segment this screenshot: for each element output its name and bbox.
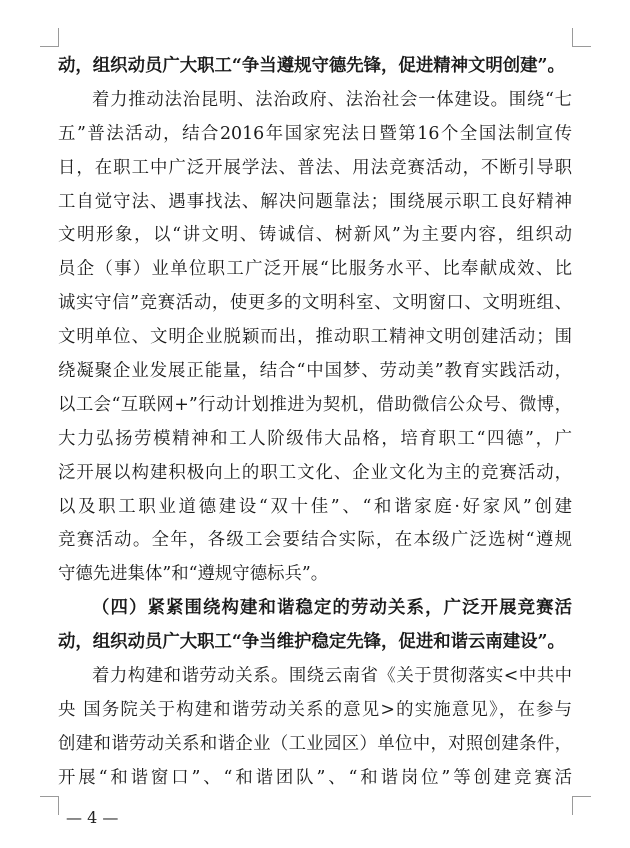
page-number: — 4 — [66,808,119,827]
section-heading-line: 动，组织动员广大职工“争当维护稳定先锋，促进和谐云南建设”。 [58,632,565,653]
text-line: 以工会“互联网+”行动计划推进为契机，借助微信公众号、微博， [58,394,572,415]
text-line: 以及职工职业道德建设“双十佳”、“和谐家庭·好家风”创建 [58,496,572,517]
text-line: 员企（事）业单位职工广泛开展“比服务水平、比奉献成效、比 [58,259,572,280]
paragraph-end-line: 守德先进集体”和“遵规守德标兵”。 [58,564,329,585]
text-line: 泛开展以构建积极向上的职工文化、企业文化为主的竞赛活动， [58,462,572,483]
text-line: 开展“和谐窗口”、“和谐团队”、“和谐岗位”等创建竞赛活 [58,767,572,788]
text-line: 五”普法活动，结合2016年国家宪法日暨第16个全国法制宣传 [58,123,572,144]
crop-mark-bottom-left [40,796,59,815]
crop-mark-top-right [572,28,591,47]
text-line: 创建和谐劳动关系和谐企业（工业园区）单位中，对照创建条件， [58,733,572,754]
body-text [58,50,572,796]
text-line: 大力弘扬劳模精神和工人阶级伟大品格，培育职工“四德”，广 [58,428,572,449]
paragraph-start-line: 着力构建和谐劳动关系。围绕云南省《关于贯彻落实<中共中 [92,666,572,687]
text-line: 文明形象，以“讲文明、铸诚信、树新风”为主要内容，组织动 [58,225,572,246]
text-line: 日，在职工中广泛开展学法、普法、用法竞赛活动，不断引导职 [58,157,572,178]
text-line: 动，组织动员广大职工“争当遵规守德先锋，促进精神文明创建”。 [58,56,565,76]
crop-mark-bottom-right [572,796,591,815]
crop-mark-top-left [40,28,59,47]
paragraph-start-line: 着力推动法治昆明、法治政府、法治社会一体建设。围绕“七 [92,89,572,110]
text-line: 绕凝聚企业发展正能量，结合“中国梦、劳动美”教育实践活动， [58,361,572,382]
text-line: 诚实守信”竞赛活动，使更多的文明科室、文明窗口、文明班组、 [58,293,572,314]
text-line: 竞赛活动。全年，各级工会要结合实际，在本级广泛选树“遵规 [58,530,572,551]
text-line: 工自觉守法、遇事找法、解决问题靠法；围绕展示职工良好精神 [58,191,572,212]
text-line: 文明单位、文明企业脱颖而出，推动职工精神文明创建活动；围 [58,327,572,348]
text-line: 央 国务院关于构建和谐劳动关系的意见>的实施意见》，在参与 [58,699,572,720]
section-heading-line: （四）紧紧围绕构建和谐稳定的劳动关系，广泛开展竞赛活 [92,598,572,619]
